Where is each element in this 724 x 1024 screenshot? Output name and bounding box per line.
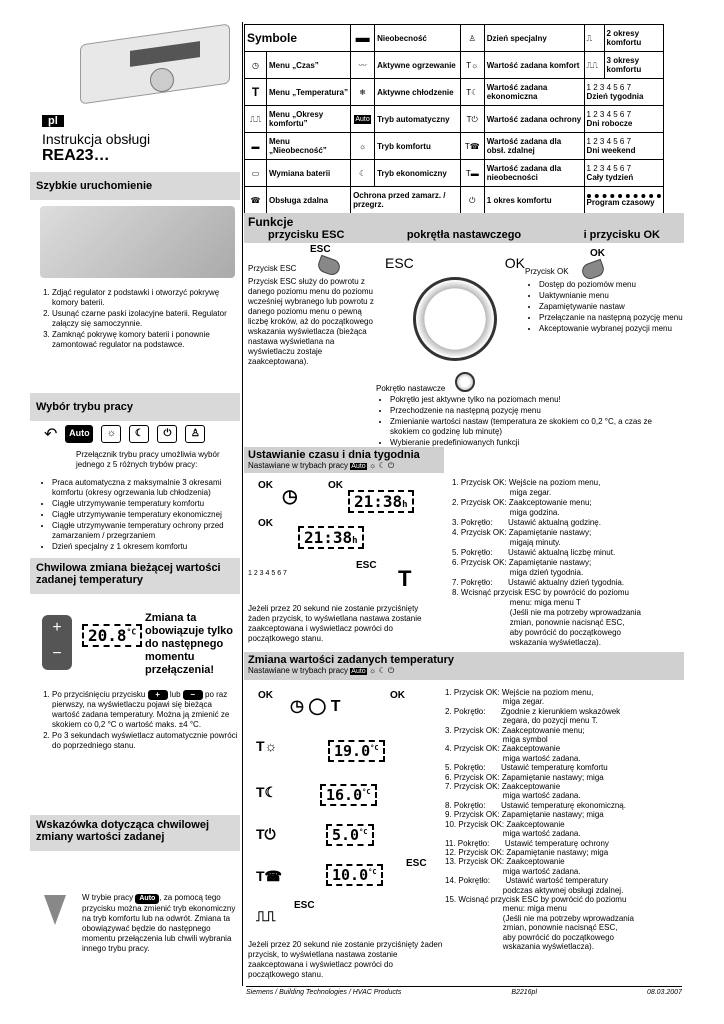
func-head: Funkcje przycisku ESC pokrętła nastawczego i przycisku OK — [244, 213, 684, 243]
protection-setpoint-icon: T⏻ — [460, 106, 484, 133]
mode-switch-icon: ↶ — [44, 426, 58, 443]
change-lcd: $20.8^{^\circ C}$ — [82, 624, 142, 647]
absence-icon: ▬ — [355, 28, 370, 45]
quick-steps: 1. Zdjąć regulator z podstawki i otworzyć pokrywę komory baterii. 2. Usunąć czarne paski izolacyjne baterii. Regulator załączy się samoczynnie. 3. Zamknąć pokrywę komory baterii i ponownie zamontować regulator na podstawce. — [38, 288, 238, 351]
knob-icon[interactable] — [455, 372, 475, 392]
esc-button[interactable] — [316, 255, 342, 278]
knob-label: Pokrętło nastawcze — [376, 384, 446, 393]
temp-note: Jeżeli przez 20 sekund nie zostanie przyciśnięty żaden przycisk, to wyświetlana nastawa zostanie zaakceptowana i wyświetlacz powróci do początkowego stanu. — [248, 940, 443, 979]
doc-title: Instrukcja obsługi — [42, 131, 151, 147]
time-diagram: OK OK ◷ 21:38h OK 21:38h 1 2 3 4 5 6 7 ESC T — [248, 480, 438, 600]
change-note: Zmiana ta obowiązuje tylko do następnego momentu przełączenia! — [145, 612, 234, 676]
temperature-menu-icon: T — [245, 79, 267, 106]
ok-label: Przycisk OK — [525, 267, 569, 276]
heating-icon: 〰 — [351, 52, 375, 79]
knob-diagram: ESC OK — [385, 255, 525, 375]
comfort-mode-icon: ☼ — [351, 133, 375, 160]
clock-icon: ◷ — [282, 486, 298, 506]
hint-button[interactable] — [44, 895, 66, 925]
quick-head: Szybkie uruchomienie — [30, 172, 240, 200]
power-icon: ⏻ — [157, 425, 177, 443]
column-divider — [242, 22, 243, 986]
periods-menu-icon: ⎍⎍ — [245, 106, 267, 133]
mode-desc: Przełącznik trybu pracy umożliwia wybór jednego z 5 różnych trybów pracy: — [76, 450, 220, 469]
ok-button[interactable] — [580, 259, 606, 282]
absence-menu-icon: ▬ — [245, 133, 267, 160]
auto-icon: Auto — [355, 116, 370, 123]
ok-label-top: OK — [590, 248, 605, 259]
plus-minus-buttons[interactable]: + − — [42, 615, 72, 670]
moon-icon: ☾ — [129, 425, 149, 443]
time-head: Ustawianie czasu i dnia tygodnia Nastawiane w trybach pracy Auto ☼ ☾ ⏻ — [244, 447, 444, 473]
mode-head: Wybór trybu pracy — [30, 393, 240, 421]
eco-mode-icon: ☾ — [351, 160, 375, 187]
mode-icons — [44, 424, 205, 444]
hint-head: Wskazówka dotycząca chwilowej zmiany wartości zadanej — [30, 815, 240, 851]
esc-label-top: ESC — [310, 244, 331, 255]
footer: Siemens / Building Technologies / HVAC Products B2216pl 08.03.2007 — [246, 986, 682, 996]
quick-photo — [40, 206, 235, 278]
battery-icon: ▭ — [245, 160, 267, 187]
hint-text: W trybie pracy Auto , za pomocą tego przycisku można zmienić tryb ekonomiczny na tryb komfortu lub na odwrót. Zmiana ta obowiązywać będzie do następnego momentu przełączenia lub chwili wybrania innego trybu pracy. — [82, 893, 236, 953]
special-day-icon: ♙ — [185, 425, 205, 443]
esc-text: Przycisk ESC służy do powrotu z danego poziomu menu do poziomu wcześniej wybranego lub powrotu z danego poziomu menu o pewną liczbę kroków, aż do początkowego wskazania wyświetlacza (bieżąca nastawa wyświetlana na wyświetlaczu zostaje zaakceptowana). — [248, 277, 374, 366]
periods3-icon: ⎍⎍ — [584, 52, 604, 79]
symbols-table: Symbole ▬ Nieobecność ♙ Dzień specjalny ⎍ 2 okresy komfortu ◷ Menu „Czas” 〰 Aktywne ogrzewanie T☼ Wartość zadana komfort ⎍⎍ 3 okresy komfortu T Menu „Temperatura” ❄ Aktywne chłodzenie T☾ Wartość zadana ekonomiczna 1 2 3 4 5 6 7 Dzień tygodnia ⎍⎍ Menu „Okresy komfortu” Auto Tryb automatyczny T⏻ Wartość zadana ochrony 1 2 3 4 5 6 7 Dni robocze ▬ Menu „Nieobecność” ☼ Tryb komfortu T☎ Wartość zadana dla obsł. zdalnej 1 2 3 4 5 6 7 Dni weekend ▭ Wymiana baterii ☾ Tryb ekonomiczny T▬ Wartość zadana dla nieobecności 1 2 3 4 5 6 7 Cały tydzień ☎ Obsługa zdalna Ochrona przed zamarz. / przegrz. ⏻ 1 okres komfortu Program czasowy — [244, 24, 664, 214]
remote-icon: ☎ — [245, 187, 267, 214]
temperature-menu-icon: T — [398, 566, 412, 591]
device-image — [70, 26, 235, 101]
absence-setpoint-icon: T▬ — [460, 160, 484, 187]
remote-setpoint-icon: T☎ — [460, 133, 484, 160]
temp-steps: 1. Przycisk OK: Wejście na poziom menu, miga zegar. 2. Pokrętło: Zgodnie z kierunkiem wskazówek zegara, do pozycji menu T. 3. Przycisk OK: Zaakceptowanie menu; miga symbol 4. Przycisk OK: Zaakceptowanie miga wartość zadana. 5. Pokrętło: Ustawić temperaturę komfortu 6. Przycisk OK: Zapamiętanie nastawy; miga 7. Przycisk OK: Zaakceptowanie miga wartość zadana. 8. Pokrętło: Ustawić temperaturę ekonomiczną. 9. Przycisk OK: Zapamiętanie nastawy; miga 10. Przycisk OK: Zaakceptowanie miga wartość zadana. 11. Pokrętło: Ustawić temperaturę ochrony 12. Przycisk OK: Zapamiętanie nastawy; miga 13. Przycisk OK: Zaakceptowanie miga wartość zadana. 14. Pokrętło: Ustawić wartość temperatury podczas aktywnej obsługi zdalnej. 15. Wcisnąć przycisk ESC by powrócić do poziomu menu: miga menu (Jeśli nie ma potrzeby wprowadzania zmian, ponownie nacisnąć ESC, aby powrócić do początkowego wskazania wyświetlacza). — [445, 688, 634, 951]
change-head: Chwilowa zmiana bieżącej wartości zadanej temperatury — [30, 558, 240, 594]
comfort-setpoint-icon: T☼ — [460, 52, 484, 79]
auto-icon: Auto — [65, 425, 93, 443]
time-note: Jeżeli przez 20 sekund nie zostanie przyciśnięty żaden przycisk, to wyświetlana nastawa zostanie zaakceptowana i wyświetlacz powróci do początkowego stanu. — [248, 604, 422, 643]
temp-head: Zmiana wartości zadanych temperatury Nastawiane w trybach pracy Auto ☼ ☾ ⏻ — [244, 652, 684, 680]
special-day-icon: ♙ — [460, 25, 484, 52]
clock-icon: ◷ — [245, 52, 267, 79]
protection-mode-icon: ⏻ — [460, 187, 484, 214]
periods2-icon: ⎍ — [584, 25, 604, 52]
sun-icon: ☼ — [101, 425, 121, 443]
cooling-icon: ❄ — [351, 79, 375, 106]
ok-list: • Dostęp do poziomów menu • Uaktywnianie menu • Zapamiętywanie nastaw • Przełączanie na następną pozycję menu • Akceptowanie wybranej pozycji menu — [525, 280, 685, 335]
esc-label: Przycisk ESC — [248, 264, 297, 273]
change-steps: 1. Po przyciśnięciu przycisku + lub − po raz pierwszy, na wyświetlaczu pojawi się bieżąca wartość zadana temperatury. Można ją zmienić ze skokiem co 0,2 °C o wartość maks. ±4 °C. 2. Po 3 sekundach wyświetlacz automatycznie powróci do poprzedniego stanu. — [38, 690, 238, 752]
temp-diagram: OK OK ◷ ◯ T T☼ $19.0^{^\circ C}$ T☾ $16.0^{^\circ C}$ T⏻ $5.0^{^\circ C}$ T☎ $10.0^{^\circ C}$ ESC ⎍⎍ ESC — [256, 690, 427, 924]
knob-list: • Pokrętło jest aktywne tylko na poziomach menu! • Przechodzenie na następną pozycję menu • Zmienianie wartości nastaw (temperatura ze skokiem co 0,2 °C, a czas ze skokiem co godzinę lub minutę) • Wybieranie predefiniowanych funkcji — [376, 395, 676, 449]
mode-list: • Praca automatyczna z maksymalnie 3 okresami komfortu (okresy ogrzewania lub chłodzenia) • Ciągłe utrzymywanie temperatury komfortu • Ciągłe utrzymywanie temperatury ekonomicznej • Ciągłe utrzymywanie temperatury ochrony przed zamarzaniem / przegrzaniem • Dzień specjalny z 1 okresem komfortu — [38, 478, 243, 553]
eco-setpoint-icon: T☾ — [460, 79, 484, 106]
time-steps: 1. Przycisk OK: Wejście na poziom menu, miga zegar. 2. Przycisk OK: Zaakceptowanie menu; miga godzina. 3. Pokrętło: Ustawić aktualną godzinę. 4. Przycisk OK: Zapamiętanie nastawy; migają minuty. 5. Pokrętło: Ustawić aktualną liczbę minut. 6. Przycisk OK: Zapamiętanie nastawy; miga dzień tygodnia. 7. Pokrętło: Ustawić aktualny dzień tygodnia. 8. Wcisnąć przycisk ESC by powrócić do poziomu menu: miga menu T (Jeśli nie ma potrzeby wprowadzania zmian, ponownie nacisnąć ESC, aby powrócić do początkowego wskazania wyświetlacza). — [452, 478, 641, 647]
lang-badge: pl — [42, 115, 64, 127]
model-name: REA23… — [42, 147, 110, 164]
